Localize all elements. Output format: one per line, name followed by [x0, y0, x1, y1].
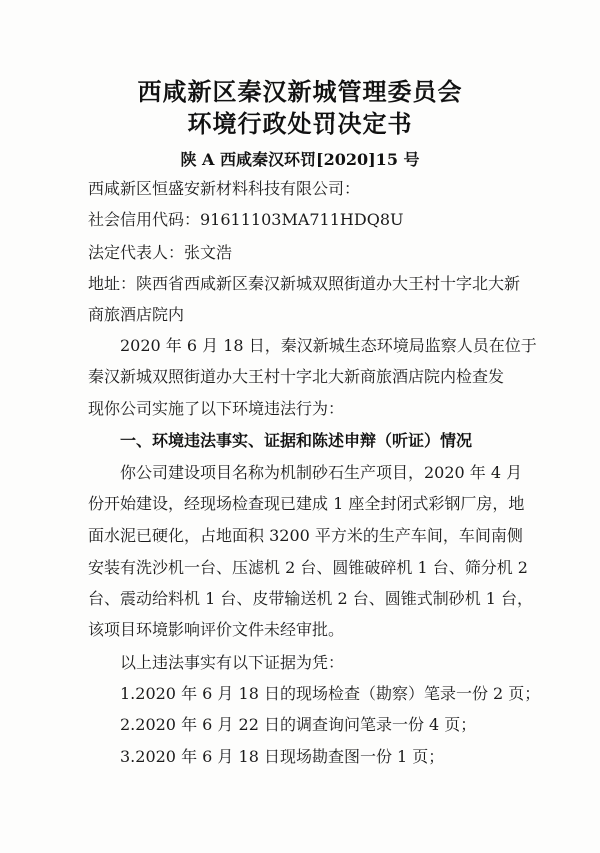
paragraph2-line1: 你公司建设项目名称为机制砂石生产项目，2020 年 4 月	[120, 463, 523, 482]
paragraph2-line3: 面水泥已硬化，占地面积 3200 平方米的生产车间，车间南侧	[88, 526, 523, 545]
paragraph1-line2: 秦汉新城双照街道办大王村十字北大新商旅酒店院内检查发	[88, 367, 505, 386]
evidence-item-2: 2.2020 年 6 月 22 日的调查询问笔录一份 4 页；	[120, 715, 477, 734]
evidence-intro: 以上违法事实有以下证据为凭：	[120, 653, 345, 672]
evidence-item-3: 3.2020 年 6 月 18 日现场勘查图一份 1 页；	[120, 747, 445, 766]
evidence-item-1: 1.2020 年 6 月 18 日的现场检查（勘察）笔录一份 2 页；	[120, 684, 541, 703]
paragraph2-line4: 安装有洗沙机一台、压滤机 2 台、圆锥破碎机 1 台、筛分机 2	[88, 558, 528, 577]
address-line2: 商旅酒店院内	[88, 305, 185, 324]
address-line1: 地址：陕西省西咸新区秦汉新城双照街道办大王村十字北大新	[88, 274, 521, 293]
recipient-name: 西咸新区恒盛安新材料科技有限公司：	[88, 179, 361, 198]
paragraph2-line5: 台、震动给料机 1 台、皮带输送机 2 台、圆锥式制砂机 1 台，	[88, 589, 534, 608]
document-title-line2: 环境行政处罚决定书	[187, 109, 413, 138]
paragraph2-line2: 份开始建设，经现场检查现已建成 1 座全封闭式彩钢厂房，地	[88, 494, 525, 513]
paragraph1-line1: 2020 年 6 月 18 日，秦汉新城生态环境局监察人员在位于	[120, 336, 537, 355]
document-number: 陕 A 西咸秦汉环罚[2020]15 号	[180, 150, 420, 169]
paragraph1-line3: 现你公司实施了以下环境违法行为：	[88, 399, 345, 418]
document-title-line1: 西咸新区秦汉新城管理委员会	[137, 77, 463, 106]
legal-representative: 法定代表人：张文浩	[88, 243, 233, 262]
section1-heading: 一、环境违法事实、证据和陈述申辩（听证）情况	[120, 431, 473, 450]
paragraph2-line6: 该项目环境影响评价文件未经审批。	[88, 620, 345, 639]
credit-code: 社会信用代码：91611103MA711HDQ8U	[88, 210, 404, 229]
